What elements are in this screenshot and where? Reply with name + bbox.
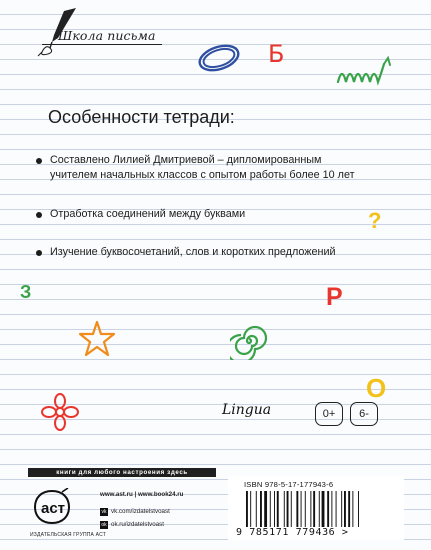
- green-spiral-doodle: [230, 322, 268, 360]
- bullet-dot: [36, 212, 42, 218]
- barcode-bar: [310, 491, 311, 527]
- barcode-bar: [352, 491, 353, 527]
- barcode-bar: [250, 491, 251, 527]
- barcode-bar: [277, 491, 279, 527]
- isbn-barcode-block: [228, 476, 404, 540]
- barcode-bar: [313, 491, 315, 527]
- green-loops-doodle: [334, 56, 394, 92]
- age-rating-badge: 6-: [350, 402, 378, 426]
- features-title: Особенности тетради:: [48, 107, 235, 127]
- blue-swirl-doodle: [196, 42, 242, 74]
- barcode-bar: [305, 491, 306, 527]
- barcode-bar: [296, 491, 298, 527]
- feature-text: Составлено Лилией Дмитриевой – дипломированным учителем начальных классов с опытом работы более 10 лет: [50, 154, 355, 181]
- ok-link[interactable]: [100, 521, 164, 529]
- barcode-bar: [336, 491, 337, 527]
- publisher-sites[interactable]: www.ast.ru | www.book24.ru: [100, 491, 184, 498]
- barcode-bar: [291, 491, 292, 527]
- red-flower-doodle: [40, 392, 80, 432]
- ast-caption: ИЗДАТЕЛЬСКАЯ ГРУППА АСТ: [30, 532, 106, 538]
- barcode-bar: [260, 491, 262, 527]
- ok-link-text: ok.ru/izdatelstvoast: [111, 521, 164, 528]
- letter-b-decoration: Б: [268, 40, 285, 68]
- barcode-icon: [244, 491, 394, 527]
- barcode-bar: [264, 491, 267, 527]
- ok-icon: ok: [101, 522, 107, 528]
- barcode-bar: [348, 491, 350, 527]
- orange-star-doodle: [76, 318, 118, 360]
- barcode-bar: [246, 491, 248, 527]
- bullet-dot: [36, 250, 42, 256]
- vk-link[interactable]: [100, 508, 170, 516]
- lingua-brand: Lingua: [222, 402, 272, 418]
- letter-o-decoration: О: [366, 373, 387, 403]
- barcode-bar: [270, 491, 271, 527]
- barcode-bar: [358, 491, 359, 527]
- barcode-bar: [256, 491, 257, 527]
- vk-link-text: vk.com/izdatelstvoast: [111, 508, 170, 515]
- feature-text: Изучение буквосочетаний, слов и коротких предложений: [50, 246, 336, 258]
- age-rating-badge: 0+: [315, 402, 343, 426]
- barcode-bar: [274, 491, 275, 527]
- barcode-bar: [319, 491, 320, 527]
- publisher-tagline: книги для любого настроения здесь: [28, 468, 216, 477]
- logo-underline: [42, 44, 162, 45]
- barcode-bar: [322, 491, 325, 527]
- letter-z-decoration: З: [20, 282, 32, 302]
- barcode-bar: [287, 491, 289, 527]
- barcode-bar: [344, 491, 346, 527]
- barcode-bar: [327, 491, 329, 527]
- ast-logo-icon: [32, 488, 72, 526]
- barcode-bar: [284, 491, 285, 527]
- barcode-digits: 9 785171 779436 >: [236, 527, 349, 538]
- logo-title: Школа письма: [58, 28, 156, 43]
- barcode-bar: [331, 491, 332, 527]
- feature-text: Отработка соединений между буквами: [50, 208, 246, 220]
- barcode-bar: [341, 491, 342, 527]
- bullet-dot: [36, 158, 42, 164]
- letter-r-decoration: Р: [326, 283, 343, 311]
- ast-mark: аст: [41, 500, 66, 517]
- question-mark-decoration: ?: [368, 208, 382, 233]
- isbn-label: ISBN 978-5-17-177943-6: [244, 480, 334, 489]
- lingua-logo: [222, 394, 271, 420]
- vk-icon: vk: [101, 509, 107, 515]
- barcode-bar: [301, 491, 302, 527]
